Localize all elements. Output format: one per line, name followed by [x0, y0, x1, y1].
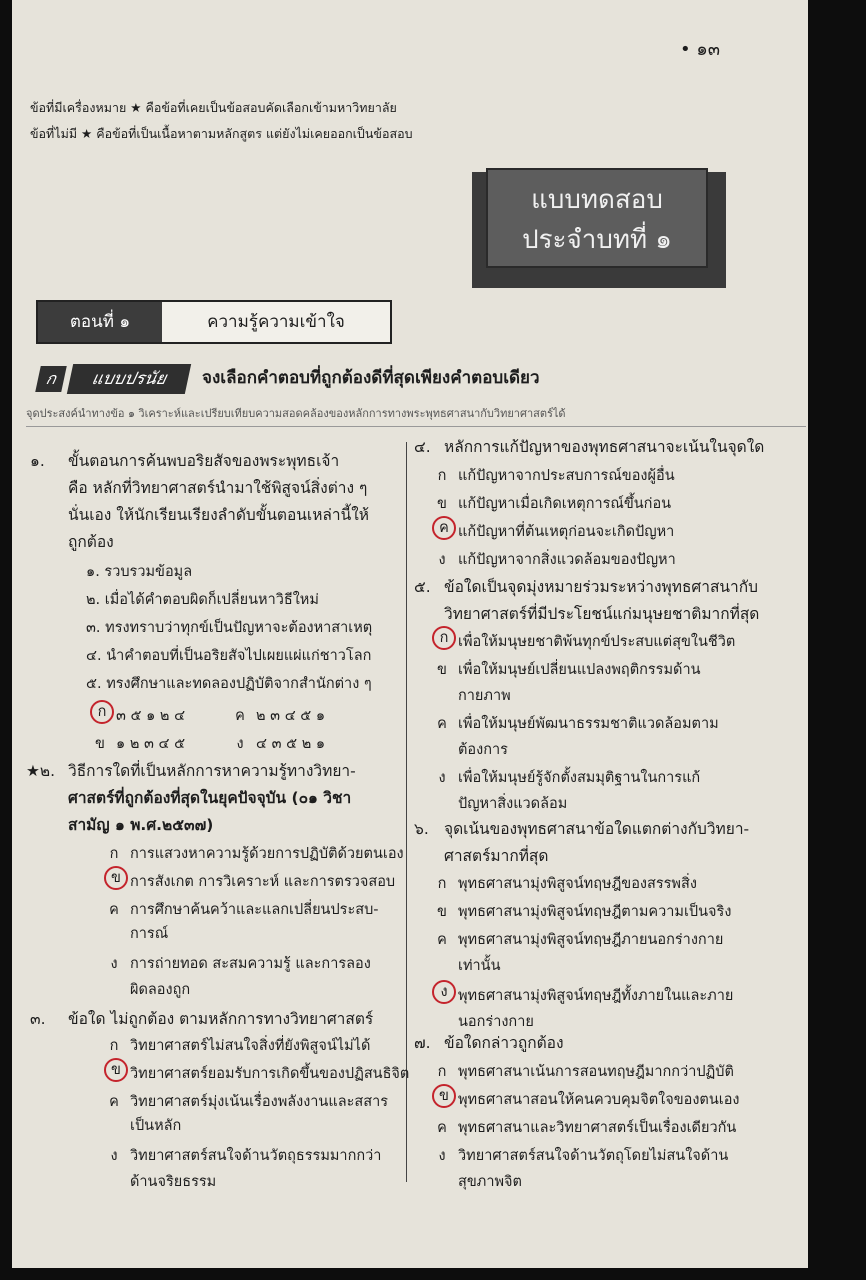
- step-item: ๔. นำคำตอบที่เป็นอริยสัจไปเผยแผ่แก่ชาวโลก: [86, 648, 372, 664]
- option-letter: ก: [437, 1064, 447, 1080]
- stem-line: ข้อใดกล่าวถูกต้อง: [444, 1034, 564, 1052]
- option-text: การแสวงหาความรู้ด้วยการปฏิบัติด้วยตนเอง: [130, 846, 404, 862]
- legend-note-no-star: ข้อที่ไม่มี ★ คือข้อที่เป็นเนื้อหาตามหลักสูตร แต่ยังไม่เคยออกเป็นข้อสอบ: [30, 126, 413, 141]
- part-header: [36, 300, 392, 344]
- option-text: วิทยาศาสตร์ไม่สนใจสิ่งที่ยังพิสูจน์ไม่ได้: [130, 1038, 371, 1054]
- stem-line: วิทยาศาสตร์ที่มีประโยชน์แก่มนุษยชาติมากที่สุด: [444, 605, 760, 623]
- option-text: เพื่อให้มนุษย์รู้จักตั้งสมมุติฐานในการแก้: [458, 770, 701, 786]
- option-text: ๑ ๒ ๓ ๔ ๕: [116, 736, 186, 752]
- page: [12, 0, 808, 1268]
- section-type-badge: แบบปรนัย: [67, 364, 191, 394]
- stem-line: ข้อใด ไม่ถูกต้อง ตามหลักการทางวิทยาศาสตร์: [68, 1010, 374, 1028]
- question-number: ๔.: [414, 438, 431, 456]
- option-text: การศึกษาค้นคว้าและแลกเปลี่ยนประสบ-: [130, 902, 379, 918]
- learning-objective: จุดประสงค์นำทางข้อ ๑ วิเคราะห์และเปรียบเทียบความสอดคล้องของหลักการทางพระพุทธศาสนากับวิทยาศาสตร์ได้: [26, 407, 566, 420]
- option-text: เพื่อให้มนุษยชาติพ้นทุกข์ประสบแต่สุขในชีวิต: [458, 634, 736, 650]
- step-item: ๓. ทรงทราบว่าทุกข์เป็นปัญหาจะต้องหาสาเหตุ: [86, 620, 373, 636]
- option-text: พุทธศาสนามุ่งพิสูจน์ทฤษฎีตามความเป็นจริง: [458, 904, 732, 920]
- option-letter: ง: [438, 770, 446, 786]
- option-text: ๒ ๓ ๔ ๕ ๑: [256, 708, 326, 724]
- option-text-continued: เท่านั้น: [458, 958, 501, 974]
- option-letter: ง: [110, 956, 118, 972]
- question-stem: [68, 448, 369, 556]
- divider: [26, 426, 806, 427]
- option-text: วิทยาศาสตร์ยอมรับการเกิดขึ้นของปฏิสนธิจิต: [130, 1066, 410, 1082]
- option-text: พุทธศาสนามุ่งพิสูจน์ทฤษฎีทั้งภายในและภาย: [458, 988, 734, 1004]
- option-letter: ค: [437, 1120, 447, 1136]
- title-line-2: ประจำบทที่ ๑: [522, 225, 672, 255]
- stem-line: จุดเน้นของพุทธศาสนาข้อใดแตกต่างกับวิทยา-: [444, 820, 750, 838]
- option-letter: ก: [109, 1038, 119, 1054]
- option-letter: ก: [432, 626, 456, 650]
- option-letter: ค: [437, 932, 447, 948]
- question-stem: [444, 816, 749, 870]
- option-text-continued: ด้านจริยธรรม: [130, 1174, 217, 1190]
- stem-line: ข้อใดเป็นจุดมุ่งหมายร่วมระหว่างพุทธศาสนากับ: [444, 578, 758, 596]
- option-text: แก้ปัญหาที่ต้นเหตุก่อนจะเกิดปัญหา: [458, 524, 675, 540]
- question-stem: [444, 574, 759, 628]
- option-text: เพื่อให้มนุษย์พัฒนาธรรมชาติแวดล้อมตาม: [458, 716, 719, 732]
- option-text: พุทธศาสนาสอนให้คนควบคุมจิตใจของตนเอง: [458, 1092, 740, 1108]
- option-text: พุทธศาสนามุ่งพิสูจน์ทฤษฎีภายนอกร่างกาย: [458, 932, 724, 948]
- part-title: ความรู้ความเข้าใจ: [162, 302, 390, 342]
- option-letter: ง: [432, 980, 456, 1004]
- option-letter: ข: [437, 496, 447, 512]
- page-number: • ๑๓: [680, 39, 721, 60]
- question-number: ๑.: [30, 452, 45, 470]
- stem-line: คือ หลักที่วิทยาศาสตร์นำมาใช้พิสูจน์สิ่งต่าง ๆ: [68, 479, 368, 497]
- option-text: แก้ปัญหาจากประสบการณ์ของผู้อื่น: [458, 468, 675, 484]
- option-letter: ข: [432, 1084, 456, 1108]
- option-text: แก้ปัญหาเมื่อเกิดเหตุการณ์ขึ้นก่อน: [458, 496, 672, 512]
- option-text-continued: นอกร่างกาย: [458, 1014, 534, 1030]
- option-letter: ข: [95, 736, 105, 752]
- option-text: การสังเกต การวิเคราะห์ และการตรวจสอบ: [130, 874, 396, 890]
- option-text: วิทยาศาสตร์สนใจด้านวัตถุโดยไม่สนใจด้าน: [458, 1148, 729, 1164]
- option-letter: ง: [438, 1148, 446, 1164]
- step-item: ๑. รวบรวมข้อมูล: [86, 564, 193, 580]
- option-text: วิทยาศาสตร์มุ่งเน้นเรื่องพลังงานและสสาร: [130, 1094, 388, 1110]
- stem-line: ศาสตร์ที่ถูกต้องที่สุดในยุคปัจจุบัน (๐๑ วิชา: [68, 789, 352, 807]
- question-number: ★๒.: [26, 762, 56, 780]
- chapter-test-title: [486, 168, 708, 268]
- stem-line: ขั้นตอนการค้นพบอริยสัจของพระพุทธเจ้า: [68, 452, 340, 470]
- legend-note-star: ข้อที่มีเครื่องหมาย ★ คือข้อที่เคยเป็นข้อสอบคัดเลือกเข้ามหาวิทยาลัย: [30, 100, 397, 115]
- option-text: เพื่อให้มนุษย์เปลี่ยนแปลงพฤติกรรมด้าน: [458, 662, 701, 678]
- question-number: ๕.: [414, 578, 431, 596]
- option-letter: ข: [437, 662, 447, 678]
- option-text: พุทธศาสนาเน้นการสอนทฤษฎีมากกว่าปฏิบัติ: [458, 1064, 734, 1080]
- option-letter: ก: [437, 876, 447, 892]
- option-text: วิทยาศาสตร์สนใจด้านวัตถุธรรมมากกว่า: [130, 1148, 382, 1164]
- option-text-continued: กายภาพ: [458, 688, 511, 704]
- option-text: พุทธศาสนาและวิทยาศาสตร์เป็นเรื่องเดียวกัน: [458, 1120, 737, 1136]
- title-line-1: แบบทดสอบ: [531, 185, 663, 215]
- question-stem: [444, 1030, 564, 1057]
- section-letter-badge: ก: [35, 366, 67, 392]
- stem-line: ถูกต้อง: [68, 533, 114, 551]
- option-text: การถ่ายทอด สะสมความรู้ และการลอง: [130, 956, 371, 972]
- question-number: ๗.: [414, 1034, 431, 1052]
- question-number: ๖.: [414, 820, 429, 838]
- stem-line: นั่นเอง ให้นักเรียนเรียงลำดับขั้นตอนเหล่านี้ให้: [68, 506, 370, 524]
- question-stem: [68, 1006, 373, 1033]
- option-letter: ก: [90, 700, 114, 724]
- option-text-continued: ปัญหาสิ่งแวดล้อม: [458, 796, 568, 812]
- option-letter: ก: [109, 846, 119, 862]
- question-stem: [68, 758, 356, 839]
- option-letter: ค: [109, 902, 119, 918]
- stem-line: หลักการแก้ปัญหาของพุทธศาสนาจะเน้นในจุดใด: [444, 438, 765, 456]
- option-letter: ค: [437, 716, 447, 732]
- question-stem: [444, 434, 764, 461]
- option-text: พุทธศาสนามุ่งพิสูจน์ทฤษฎีของสรรพสิ่ง: [458, 876, 697, 892]
- option-text-continued: สุขภาพจิต: [458, 1174, 522, 1190]
- option-letter: ค: [235, 708, 245, 724]
- option-letter: ข: [437, 904, 447, 920]
- option-letter: ข: [104, 1058, 128, 1082]
- option-letter: ง: [438, 552, 446, 568]
- option-text: ๔ ๓ ๕ ๒ ๑: [256, 736, 326, 752]
- option-letter: ก: [437, 468, 447, 484]
- option-text-continued: การณ์: [130, 926, 169, 942]
- option-text: แก้ปัญหาจากสิ่งแวดล้อมของปัญหา: [458, 552, 676, 568]
- stem-line: ศาสตร์มากที่สุด: [444, 847, 549, 865]
- option-text-continued: ผิดลองถูก: [130, 982, 191, 998]
- step-item: ๕. ทรงศึกษาและทดลองปฏิบัติจากสำนักต่าง ๆ: [86, 676, 372, 692]
- option-letter: ข: [104, 866, 128, 890]
- option-letter: ค: [109, 1094, 119, 1110]
- option-letter: ง: [236, 736, 244, 752]
- option-letter: ง: [110, 1148, 118, 1164]
- question-number: ๓.: [30, 1010, 46, 1028]
- part-label: ตอนที่ ๑: [38, 302, 162, 342]
- option-text: ๓ ๕ ๑ ๒ ๔: [116, 708, 186, 724]
- stem-line: วิธีการใดที่เป็นหลักการหาความรู้ทางวิทยา-: [68, 762, 356, 780]
- option-text-continued: ต้องการ: [458, 742, 508, 758]
- option-letter: ค: [432, 516, 456, 540]
- option-text-continued: เป็นหลัก: [130, 1118, 182, 1134]
- step-item: ๒. เมื่อได้คำตอบผิดก็เปลี่ยนหาวิธีใหม่: [86, 592, 319, 608]
- stem-line: สามัญ ๑ พ.ศ.๒๕๓๗): [68, 816, 214, 834]
- section-instruction: จงเลือกคำตอบที่ถูกต้องดีที่สุดเพียงคำตอบเดียว: [202, 368, 540, 388]
